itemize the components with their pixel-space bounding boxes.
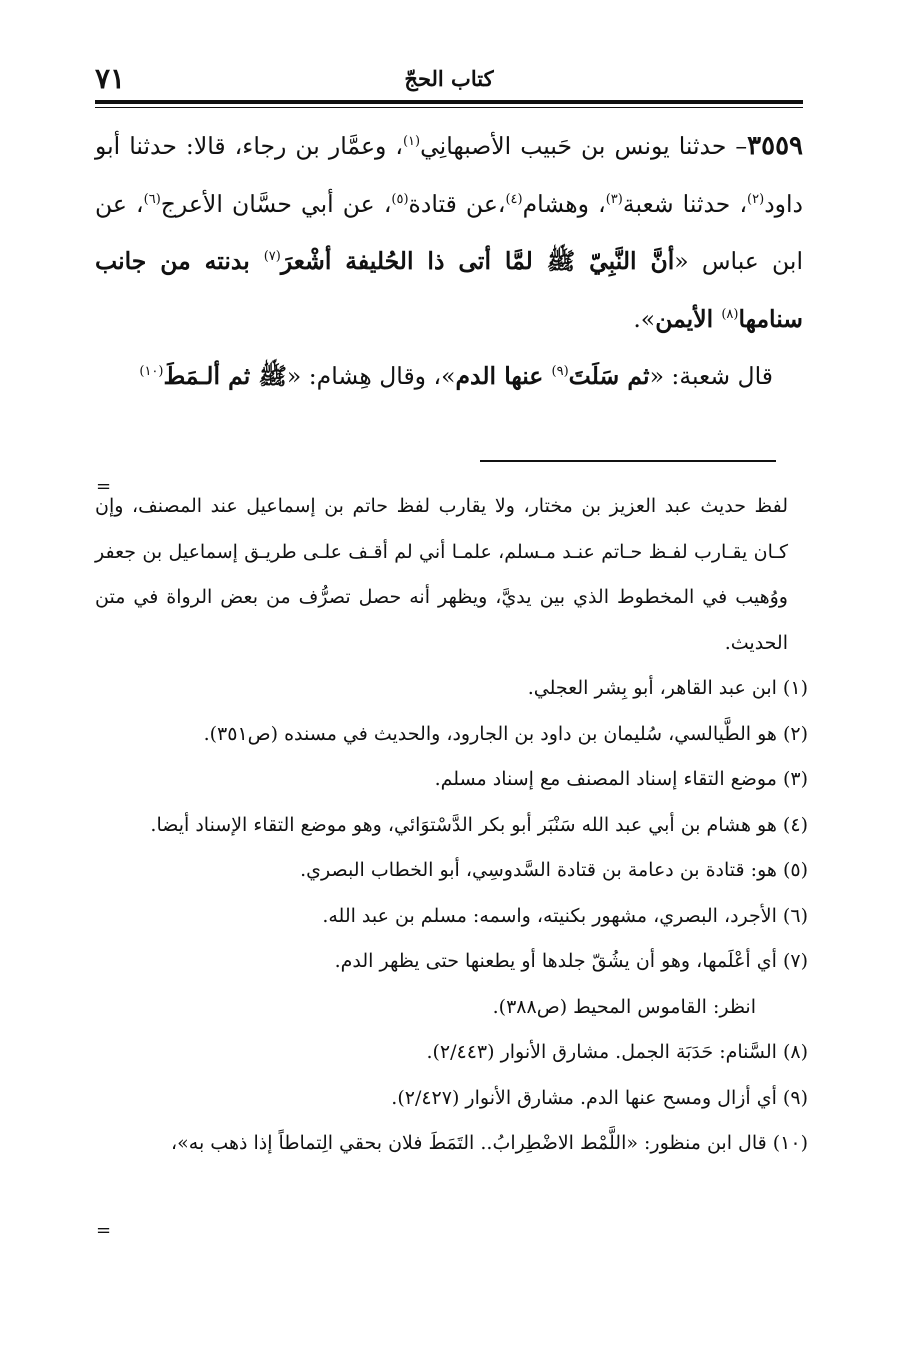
footnote-item: (٣) موضع التقاء إسناد المصنف مع إسناد مسلم. [434, 768, 808, 790]
continuation-mark-top: = [96, 476, 112, 497]
hadith-text-segment: ، عن أبي حسَّان الأعرج [160, 189, 392, 218]
footnote-item: (١) ابن عبد القاهر، أبو بِشر العجلي. [527, 677, 808, 699]
hadith-matn-bold: بدنته من جانب سنامها [95, 247, 803, 333]
page-header [95, 62, 803, 100]
footnote-ref: (٢) [747, 191, 765, 207]
hadith-matn-bold: عنها الدم [455, 362, 552, 390]
hadith-text-segment: قال شعبة: « [649, 362, 773, 390]
footnote-ref: (٣) [605, 191, 623, 207]
footnote-ref: (١٠) [139, 364, 164, 380]
footnote-item: (٧) أي أعْلَمها، وهو أن يشُقّ جلدها أو يطعنها حتى يظهر الدم. [334, 950, 808, 972]
header-rule-thin [95, 107, 803, 108]
running-title: كتاب الحجّ [404, 66, 494, 91]
hadith-text [95, 118, 803, 406]
hadith-matn-bold: ثم سَلَتَ [568, 362, 650, 390]
hadith-matn-bold: ﷺ ثم ألـمَطَ [163, 362, 287, 390]
footnote-separator [480, 460, 776, 462]
footnote-ref: (٤) [505, 191, 523, 207]
footnote-item: (٤) هو هشام بن أبي عبد الله سَنْبَر أبو بكر الدَّسْتوَائي، وهو موضع التقاء الإسناد أيضا. [150, 813, 808, 836]
hadith-text-segment: ، وعمَّار بن رجاء، قالا: حدثنا أبو داود [95, 132, 803, 218]
hadith-paragraph-2 [95, 348, 803, 406]
footnote-item: (٥) هو: قتادة بن دعامة بن قتادة السَّدوسِي، أبو الخطاب البصري. [300, 859, 808, 881]
page-number: ٧١ [95, 62, 126, 95]
footnote-ref: (٨) [721, 306, 739, 322]
header-rule-thick [95, 100, 803, 104]
hadith-matn-bold: الأيمن [655, 304, 722, 333]
footnote-item: (٢) هو الطَّيالسي، سُليمان بن داود بن الجارود، والحديث في مسنده (ص٣٥١). [203, 722, 808, 745]
footnote-ref: (٧) [263, 249, 281, 265]
hadith-text-segment: – حدثنا يونس بن حَبيب الأصبهانِي [420, 132, 748, 160]
footnote-item: (٩) أي أزال ومسح عنها الدم. مشارق الأنوار (٢/٤٢٧). [391, 1086, 808, 1109]
hadith-text-segment: ». [633, 304, 656, 333]
continuation-mark-bottom: = [96, 1220, 112, 1241]
hadith-text-segment: »، وقال هِشام: « [286, 362, 456, 390]
hadith-paragraph [95, 118, 803, 348]
hadith-text-segment: ، عن ابن عباس « [95, 189, 803, 275]
footnote-ref: (١) [402, 134, 421, 150]
hadith-text-segment: ، وهشام [522, 189, 606, 218]
footnote-continuation: لفظ حديث عبد العزيز بن مختار، ولا يقارب لفظ حاتم بن إسماعيل عند المصنف، وإن كـان يقـارب لفـظ حـاتم عنـد مـسلم، علمـا أني لم أقـف علـى طريـق إسماعيل بن جعفر ووُهيب في المخطوط الذي بين يديَّ، ويظهر أنه حصل تصرُّف من بعض الرواة في متن الحديث. [95, 495, 788, 654]
footnote-ref: (٥) [391, 191, 409, 207]
footnote-ref: (٦) [143, 191, 161, 207]
footnote-item: (١٠) قال ابن منظور: «اللَّمْط الاضْطِرابُ.. التَمَطَ فلان بحقي الِتماطاً إذا ذهب به»، [171, 1132, 808, 1154]
hadith-text-segment: ، حدثنا شعبة [622, 189, 748, 218]
footnote-item-extra: انظر: القاموس المحيط (ص٣٨٨). [492, 995, 756, 1018]
hadith-matn-bold: أنَّ النَّبِيّ ﷺ لمَّا أتى ذا الحُليفة أشْعرَ [280, 247, 675, 275]
hadith-text-segment: ،عن قتادة [408, 189, 506, 218]
footnote-ref: (٩) [551, 364, 569, 380]
hadith-number: ٣٥٥٩ [747, 131, 804, 161]
footnote-item: (٨) السَّنام: حَدَبَة الجمل. مشارق الأنوار (٢/٤٤٣). [426, 1041, 808, 1063]
footnote-item: (٦) الأجرد، البصري، مشهور بكنيته، واسمه: مسلم بن عبد الله. [322, 904, 808, 927]
footnotes [95, 484, 808, 1167]
